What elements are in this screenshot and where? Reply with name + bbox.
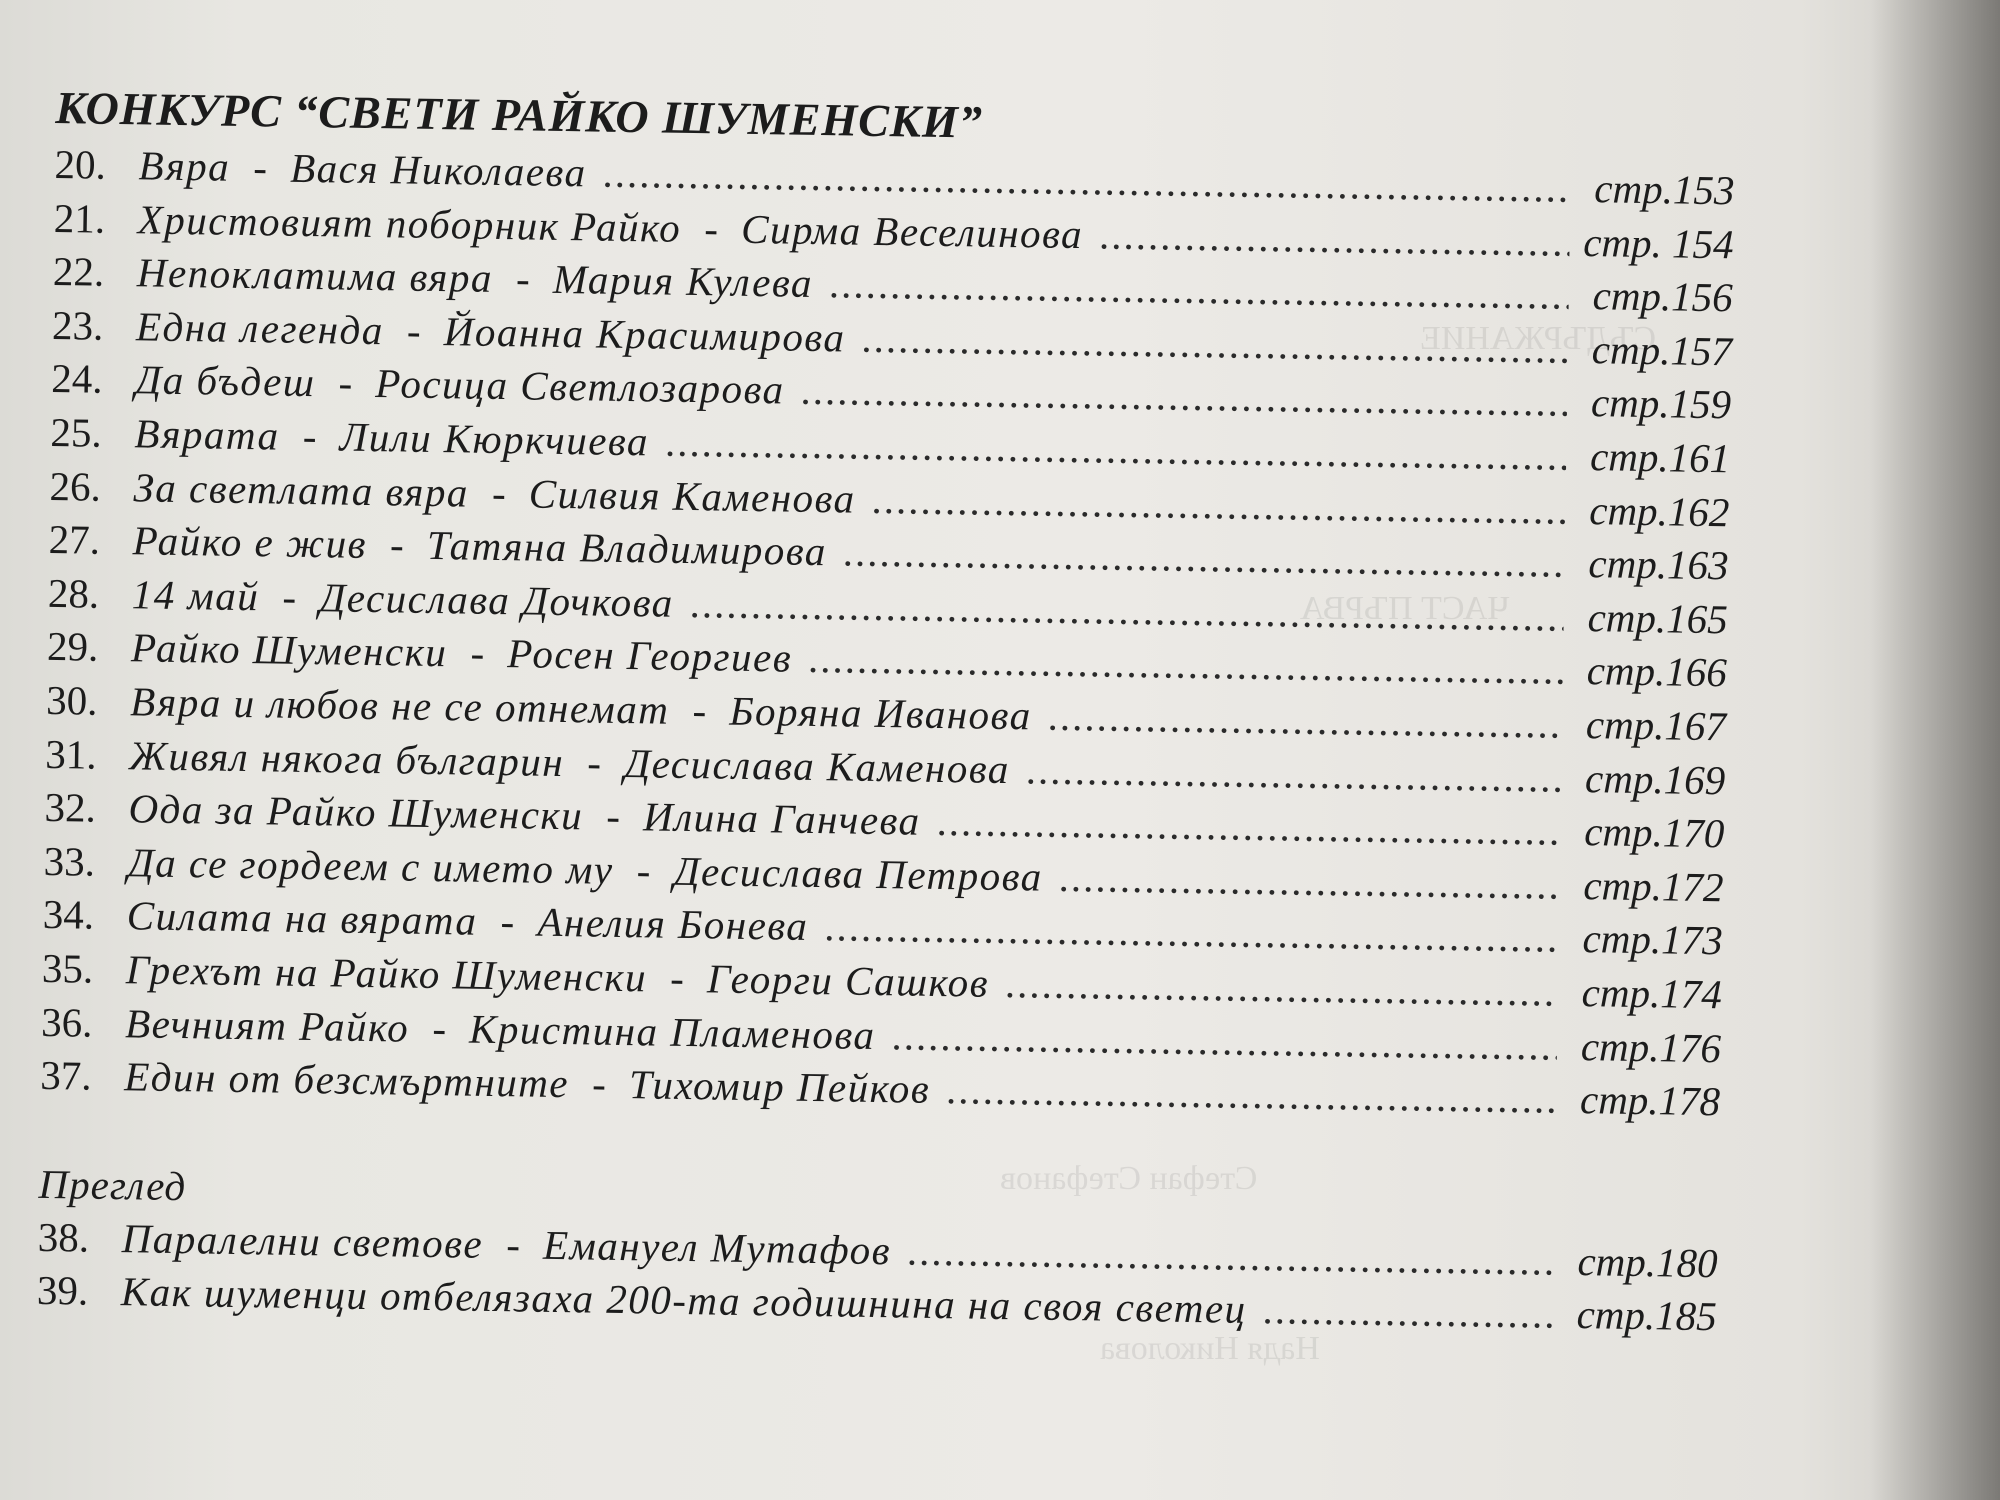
dot-leader xyxy=(1025,743,1561,805)
entry-page-number: стр.161 xyxy=(1589,433,1731,482)
entry-author: Росица Светлозарова xyxy=(374,360,785,413)
entry-number: 25. xyxy=(50,408,103,456)
entry-title: Живял някога българин xyxy=(129,731,565,785)
entry-number: 27. xyxy=(48,516,101,563)
entry-author: Боряна Иванова xyxy=(729,687,1033,739)
entry-page-number: стр.174 xyxy=(1581,968,1723,1018)
entry-author: Йоанна Красимирова xyxy=(443,307,846,361)
entry-separator: - xyxy=(606,792,621,840)
entry-page-number: стр.153 xyxy=(1594,165,1735,214)
bleed-through-text: Стефан Стефанов xyxy=(1000,1160,1258,1197)
entry-page-number: стр.163 xyxy=(1588,540,1729,589)
table-of-contents xyxy=(37,78,1736,1344)
entry-separator: - xyxy=(636,846,651,894)
entry-title: Вяра и любов не се отнемат xyxy=(129,678,670,733)
bleed-through-text: СЪДЪРЖАНИЕ xyxy=(1420,320,1657,357)
entry-separator: - xyxy=(500,898,515,945)
entry-page-number: стр.180 xyxy=(1577,1237,1718,1286)
entry-separator: - xyxy=(692,687,707,734)
entry-number: 35. xyxy=(41,944,94,992)
entry-author: Тихомир Пейков xyxy=(628,1061,931,1112)
entry-author: Георги Сашков xyxy=(706,955,990,1006)
entry-separator: - xyxy=(302,412,317,460)
entry-separator: - xyxy=(505,1220,521,1268)
entry-separator: - xyxy=(586,738,602,786)
entry-number: 37. xyxy=(39,1051,92,1099)
entry-separator: - xyxy=(515,255,531,302)
entry-author: Десислава Петрова xyxy=(673,847,1044,900)
entry-page-number: стр.178 xyxy=(1579,1076,1721,1125)
entry-page-number: стр.169 xyxy=(1584,754,1726,803)
entry-author: Десислава Дочкова xyxy=(318,573,675,626)
entry-title: Райко Шуменски xyxy=(130,624,448,676)
entry-page-number: стр.172 xyxy=(1583,861,1724,911)
entry-author: Кристина Пламенова xyxy=(468,1005,876,1058)
entry-number: 33. xyxy=(43,837,96,885)
entry-separator: - xyxy=(282,573,297,620)
entry-title: Вярата xyxy=(134,410,280,459)
entry-title: Как шуменци отбелязаха 200-та годишнина на своя светец xyxy=(120,1268,1248,1333)
entry-separator: - xyxy=(491,469,507,516)
entry-title: Да се гордеем с името му xyxy=(127,838,614,893)
entry-title: Една легенда xyxy=(135,303,385,353)
entry-author: Татяна Владимирова xyxy=(426,522,828,575)
entry-author: Лили Кюркчиева xyxy=(339,413,650,465)
entry-title: Вяра xyxy=(138,142,231,190)
entry-page-number: стр.159 xyxy=(1590,379,1732,428)
dot-leader xyxy=(1099,208,1570,269)
entry-author: Росен Георгиев xyxy=(507,630,793,681)
entry-number: 26. xyxy=(49,462,102,510)
entry-separator: - xyxy=(591,1060,607,1107)
entry-title: Един от безсмъртните xyxy=(123,1053,570,1107)
entry-number: 39. xyxy=(36,1267,89,1314)
entry-author: Вася Николаева xyxy=(289,144,587,196)
entry-title: За светлата вяра xyxy=(133,463,470,516)
entry-separator: - xyxy=(432,1004,447,1051)
entry-separator: - xyxy=(470,629,485,677)
entry-title: Да бъдеш xyxy=(134,356,316,406)
entry-page-number: стр.185 xyxy=(1576,1291,1718,1340)
entry-separator: - xyxy=(406,307,422,354)
entry-title: Ода за Райко Шуменски xyxy=(128,785,584,839)
entry-number: 23. xyxy=(51,301,104,349)
entry-number: 36. xyxy=(40,998,93,1046)
entry-number: 31. xyxy=(45,730,97,778)
entry-number: 20. xyxy=(54,140,107,188)
entry-number: 21. xyxy=(53,194,106,242)
entry-author: Силвия Каменова xyxy=(528,470,857,522)
entry-page-number: стр. 154 xyxy=(1582,218,1734,267)
entry-page-number: стр.176 xyxy=(1580,1022,1722,1071)
entry-page-number: стр.170 xyxy=(1583,808,1725,857)
bleed-through-text: ЧАСТ ПЪРВА xyxy=(1300,590,1510,627)
page-gutter-shadow xyxy=(1870,0,2000,1500)
entry-number: 34. xyxy=(42,891,95,939)
entry-author: Мария Кулева xyxy=(552,256,814,307)
entry-separator: - xyxy=(704,204,719,252)
section-title: КОНКУРС “СВЕТИ РАЙКО ШУМЕНСКИ” xyxy=(55,81,984,148)
entry-author: Десислава Каменова xyxy=(623,739,1011,792)
bleed-through-text: Надя Николова xyxy=(1100,1330,1320,1367)
dot-leader xyxy=(1058,851,1560,912)
dot-leader xyxy=(1005,957,1559,1019)
entry-page-number: стр.166 xyxy=(1586,647,1728,696)
entry-title: Грехът на Райко Шуменски xyxy=(125,946,648,1001)
entry-title: Силата на вярата xyxy=(126,892,478,945)
entry-page-number: стр.167 xyxy=(1585,701,1727,750)
entry-number: 30. xyxy=(45,676,98,724)
entry-separator: - xyxy=(669,954,685,1001)
dot-leader xyxy=(1262,1283,1553,1341)
entry-page-number: стр.162 xyxy=(1588,486,1730,535)
entry-page-number: стр.157 xyxy=(1591,325,1733,375)
entry-author: Емануел Мутафов xyxy=(542,1221,892,1273)
dot-leader xyxy=(946,1063,1557,1126)
entry-author: Сирма Веселинова xyxy=(740,205,1084,257)
entry-number: 38. xyxy=(37,1213,90,1261)
entry-page-number: стр.173 xyxy=(1582,915,1724,964)
entry-number: 24. xyxy=(50,355,103,403)
entry-page-number: стр.165 xyxy=(1587,593,1729,643)
entry-page-number: стр.156 xyxy=(1592,272,1734,321)
entry-title: Христовият поборник Райко xyxy=(137,195,682,251)
entry-title: Райко е жив xyxy=(132,517,368,568)
entry-number: 29. xyxy=(46,623,99,671)
entry-number: 22. xyxy=(52,248,105,295)
dot-leader xyxy=(936,795,1561,858)
entry-number: 28. xyxy=(47,569,100,617)
entry-number: 32. xyxy=(44,784,97,831)
entry-separator: - xyxy=(338,359,353,407)
entry-author: Анелия Бонева xyxy=(537,898,809,950)
entry-separator: - xyxy=(389,521,405,568)
entry-title: Непоклатима вяра xyxy=(136,249,494,302)
entry-author: Илина Ганчева xyxy=(642,793,922,844)
dot-leader xyxy=(1047,690,1562,752)
review-section-title: Преглед xyxy=(38,1160,187,1209)
entry-separator: - xyxy=(253,144,268,191)
entry-title: 14 май xyxy=(131,571,260,620)
section-entry-list xyxy=(40,138,1735,1129)
entry-title: Вечният Райко xyxy=(124,999,410,1051)
entry-title: Паралелни светове xyxy=(121,1214,484,1267)
